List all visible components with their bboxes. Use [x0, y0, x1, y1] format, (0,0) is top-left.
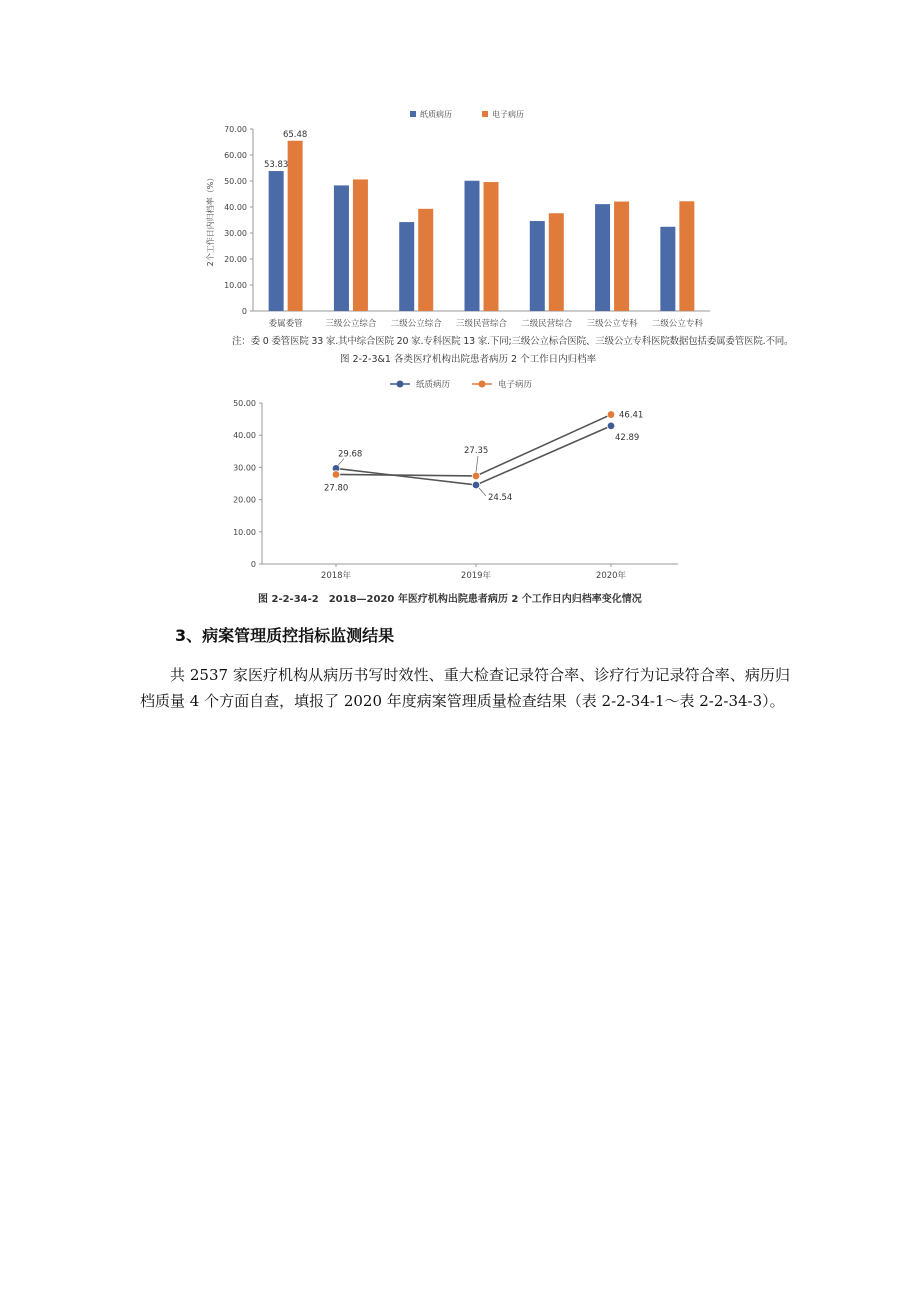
y-tick-label: 20.00	[233, 495, 256, 505]
data-label: 27.80	[324, 483, 349, 494]
y-tick-label: 0	[241, 307, 247, 316]
bar	[334, 185, 349, 311]
line-chart-caption: 图 2-2-34-2 2018—2020 年医疗机构出院患者病历 2 个工作日内归档率变化情况	[258, 594, 642, 605]
y-tick-label: 50.00	[224, 177, 247, 186]
label-leader	[479, 488, 486, 496]
line-chart	[200, 372, 700, 587]
data-label: 42.89	[615, 432, 640, 443]
label-leader	[476, 456, 478, 472]
legend-marker	[397, 381, 404, 388]
legend-swatch	[482, 111, 488, 117]
body-paragraph: 共 2537 家医疗机构从病历书写时效性、重大检查记录符合率、诊疗行为记录符合率、病历归档质量 4 个方面自查，填报了 2020 年度病案管理质量检查结果（表 2-2-34-1～表 2-2-34-3）。	[140, 666, 790, 710]
y-axis-label: 2个工作日内归档率（%）	[206, 173, 215, 267]
data-label: 27.35	[464, 445, 489, 456]
x-tick-label: 三级民营综合	[455, 319, 508, 329]
legend-swatch	[410, 111, 416, 117]
bar	[660, 227, 675, 311]
y-tick-label: 20.00	[224, 255, 247, 264]
y-tick-label: 0	[250, 560, 256, 569]
x-tick-label: 2019年	[460, 571, 492, 581]
y-tick-label: 10.00	[233, 527, 256, 537]
label-leader	[338, 458, 344, 465]
bar	[418, 209, 433, 311]
data-label: 53.83	[263, 160, 289, 171]
bar	[530, 221, 545, 311]
y-tick-label: 30.00	[224, 229, 247, 238]
data-point	[472, 472, 480, 480]
data-label: 65.48	[282, 129, 308, 140]
y-tick-label: 50.00	[233, 399, 256, 408]
data-point	[472, 481, 480, 489]
bar	[288, 141, 303, 311]
data-point	[607, 422, 615, 430]
legend-marker	[479, 381, 486, 388]
bar-chart-caption: 图 2-2-3&1 各类医疗机构出院患者病历 2 个工作日内归档率	[340, 354, 597, 365]
bar-chart	[195, 105, 715, 335]
x-tick-label: 三级公立综合	[325, 319, 377, 329]
data-label: 46.41	[619, 410, 644, 421]
legend-label: 电子病历	[492, 110, 524, 119]
x-tick-label: 二级民营综合	[521, 319, 573, 329]
section-heading: 3、病案管理质控指标监测结果	[175, 626, 395, 645]
x-tick-label: 2018年	[320, 571, 352, 581]
data-point	[607, 411, 615, 419]
legend-label: 纸质病历	[416, 380, 451, 390]
bar	[614, 202, 629, 311]
legend-label: 纸质病历	[420, 110, 452, 119]
x-tick-label: 二级公立综合	[390, 319, 442, 329]
y-tick-label: 60.00	[224, 151, 247, 160]
bar	[269, 171, 284, 311]
bar	[595, 204, 610, 311]
bar	[353, 179, 368, 311]
y-tick-label: 30.00	[233, 463, 256, 473]
data-label: 24.54	[488, 492, 513, 503]
bar	[465, 181, 480, 311]
bar-chart-note: 注：委 0 委管医院 33 家.其中综合医院 20 家.专科医院 13 家.下同;三级公立标合医院、三级公立专科医院数据包括委属委管医院.不同。	[232, 336, 794, 347]
x-tick-label: 2020年	[595, 571, 627, 581]
y-tick-label: 40.00	[224, 203, 247, 212]
x-tick-label: 三级公立专科	[586, 319, 638, 329]
bar	[399, 222, 414, 311]
x-tick-label: 委属委管	[268, 319, 303, 329]
y-tick-label: 70.00	[224, 125, 247, 134]
bar	[679, 201, 694, 311]
data-point	[332, 471, 340, 479]
bar	[549, 213, 564, 311]
legend-label: 电子病历	[498, 380, 533, 390]
bar	[484, 182, 499, 311]
x-tick-label: 二级公立专科	[651, 319, 703, 329]
y-tick-label: 40.00	[233, 431, 256, 441]
data-label: 29.68	[338, 449, 363, 460]
y-tick-label: 10.00	[224, 281, 247, 290]
